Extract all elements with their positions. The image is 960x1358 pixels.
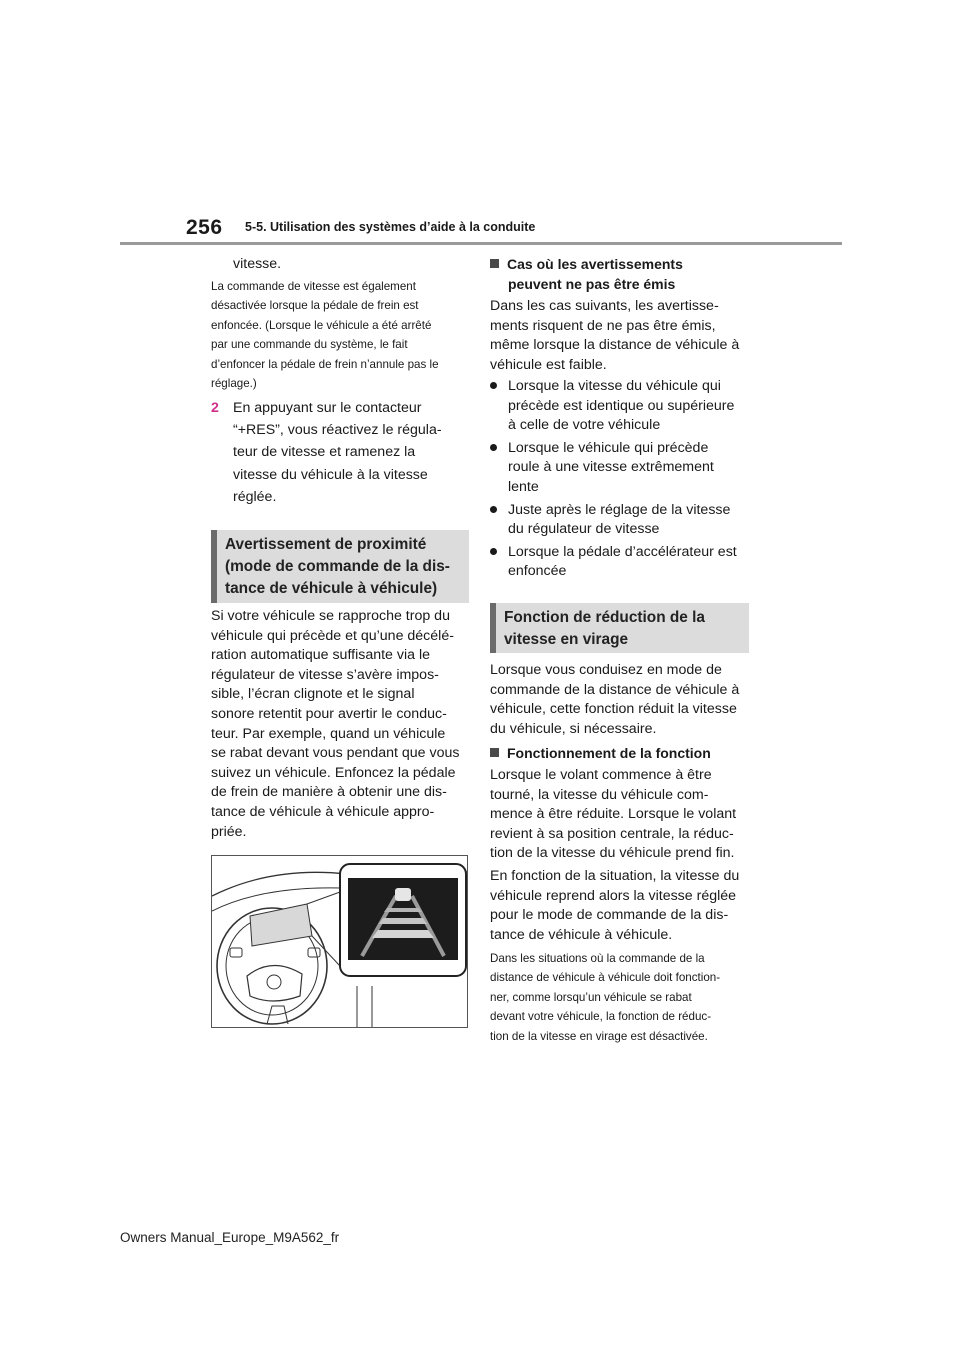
bullet-icon	[490, 439, 508, 498]
section-title: 5-5. Utilisation des systèmes d’aide à la conduite	[245, 220, 536, 234]
dashboard-illustration	[211, 855, 468, 1028]
heading-line: tance de véhicule à véhicule)	[225, 580, 438, 597]
bullet-icon	[490, 543, 508, 582]
bullet-icon	[490, 501, 508, 540]
subhead-warnings-not-emitted	[490, 255, 752, 294]
para-line: véhicule reprend alors la vitesse réglée	[490, 887, 737, 904]
step-line: vitesse du véhicule à la vitesse	[233, 466, 428, 483]
subhead-line: Fonctionnement de la fonction	[507, 745, 711, 761]
subhead-line: Cas où les avertissements	[507, 256, 683, 272]
note-line: désactivée lorsque la pédale de frein est	[211, 299, 419, 313]
intro-paragraph	[490, 297, 752, 375]
para-line: Lorsque le volant commence à être	[490, 767, 712, 783]
bullet-list	[490, 377, 752, 582]
heading-line: vitesse en virage	[504, 631, 629, 648]
footer-doc-id: Owners Manual_Europe_M9A562_fr	[120, 1230, 340, 1245]
para-line: ments risquent de ne pas être émis,	[490, 317, 716, 334]
bullet-line: Lorsque la vitesse du véhicule qui	[508, 378, 721, 394]
para-line: tance de véhicule à véhicule appro-	[211, 803, 435, 820]
para-line: teur. Par exemple, quand un véhicule	[211, 725, 446, 742]
square-bullet-icon	[490, 259, 499, 268]
proximity-paragraph	[211, 607, 469, 842]
para-line: commande de la distance de véhicule à	[490, 681, 740, 698]
bullet-line: Juste après le réglage de la vitesse	[508, 501, 731, 518]
bullet-line: du régulateur de vitesse	[508, 521, 660, 538]
note-paragraph-2	[490, 949, 752, 1046]
heading-line: Fonction de réduction de la	[504, 609, 705, 626]
step-line: teur de vitesse et ramenez la	[233, 444, 416, 461]
para-line: véhicule, cette fonction réduit la vitesse	[490, 701, 737, 718]
note-line: tion de la vitesse en virage est désactivée.	[490, 1029, 708, 1043]
note-line: La commande de vitesse est également	[211, 280, 416, 293]
resume-paragraph	[490, 867, 752, 945]
note-line: devant votre véhicule, la fonction de réduc-	[490, 1010, 712, 1024]
steering-hub	[247, 965, 302, 1001]
para-line: pour le mode de commande de la dis-	[490, 907, 729, 924]
bullet-icon	[490, 377, 508, 436]
heading-proximity-warning	[211, 530, 469, 603]
bullet-line: Lorsque la pédale d’accélérateur est	[508, 543, 737, 560]
heading-line: (mode de commande de la dis-	[225, 558, 450, 575]
para-line: revient à sa position centrale, la réduc-	[490, 825, 734, 842]
para-line: Dans les cas suivants, les avertisse-	[490, 298, 719, 314]
para-line: tance de véhicule à véhicule.	[490, 926, 673, 943]
para-line: véhicule est faible.	[490, 356, 607, 373]
distance-bar-mid	[379, 918, 427, 924]
para-line: régulateur de vitesse s’avère impos-	[211, 666, 439, 683]
step-number: 2	[211, 400, 219, 416]
continuation-text: vitesse.	[233, 256, 282, 272]
horn-emblem	[267, 975, 281, 989]
note-line: distance de véhicule à véhicule doit fonction-	[490, 971, 721, 985]
bullet-item	[490, 377, 752, 436]
preceding-vehicle-icon	[395, 888, 411, 901]
right-spoke-button	[308, 948, 320, 957]
para-line: même lorsque la distance de véhicule à	[490, 337, 740, 354]
bullet-item	[490, 543, 752, 582]
step-line: “+RES”, vous réactivez le régula-	[233, 422, 442, 439]
meter-display-highlight	[250, 904, 312, 946]
bullet-line: roule à une vitesse extrêmement	[508, 459, 714, 476]
note-line: Dans les situations où la commande de la	[490, 952, 705, 965]
bullet-line: lente	[508, 478, 539, 495]
note-line: d’enfoncer la pédale de frein n’annule pas le	[211, 357, 439, 371]
subhead-function-operation	[490, 744, 752, 764]
para-line: Si votre véhicule se rapproche trop du	[211, 608, 450, 624]
note-line: par une commande du système, le fait	[211, 338, 408, 352]
page-number: 256	[186, 216, 223, 239]
dashboard-drawing	[212, 856, 468, 1028]
para-line: du véhicule, si nécessaire.	[490, 720, 657, 737]
para-line: mence à être réduite. Lorsque le volant	[490, 806, 737, 823]
subhead-line: peuvent ne pas être émis	[508, 275, 676, 292]
para-line: se rabat devant vous pendant que vous	[211, 745, 460, 762]
para-line: tourné, la vitesse du véhicule com-	[490, 786, 709, 803]
para-line: En fonction de la situation, la vitesse du	[490, 868, 740, 884]
bullet-line: Lorsque le véhicule qui précède	[508, 439, 709, 456]
para-line: ration automatique suffisante via le	[211, 647, 430, 664]
curve-intro-paragraph	[490, 661, 752, 739]
para-line: sible, l’écran clignote et le signal	[211, 686, 415, 703]
square-bullet-icon	[490, 748, 499, 757]
para-line: tion de la vitesse du véhicule prend fin.	[490, 845, 735, 862]
step-line: En appuyant sur le contacteur	[233, 400, 422, 416]
dashboard-outline	[212, 872, 347, 896]
step-line: réglée.	[233, 488, 277, 505]
note-paragraph	[211, 277, 469, 393]
heading-line: Avertissement de proximité	[225, 536, 427, 553]
para-line: suivez un véhicule. Enfoncez la pédale	[211, 764, 456, 781]
operation-paragraph	[490, 766, 752, 864]
para-line: de frein de manière à obtenir une dis-	[211, 784, 447, 801]
bullet-item	[490, 439, 752, 498]
para-line: Lorsque vous conduisez en mode de	[490, 662, 722, 678]
distance-bar-near	[372, 930, 434, 938]
callout-line-top	[307, 892, 340, 904]
para-line: véhicule qui précède et qu’une décélé-	[211, 627, 454, 644]
note-line: ner, comme lorsqu’un véhicule se rabat	[490, 990, 692, 1004]
step-2	[211, 397, 469, 508]
distance-bar-far	[384, 908, 422, 912]
bullet-line: précède est identique ou supérieure	[508, 397, 735, 414]
note-line: réglage.)	[211, 377, 257, 391]
heading-curve-speed-reduction	[490, 603, 749, 653]
bullet-line: enfoncée	[508, 563, 567, 580]
bullet-line: à celle de votre véhicule	[508, 417, 661, 434]
para-line: sonore retentit pour avertir le conduc-	[211, 705, 447, 722]
note-line: enfoncée. (Lorsque le véhicule a été arrêté	[211, 318, 432, 332]
bullet-item	[490, 501, 752, 540]
left-spoke-button	[230, 948, 242, 957]
para-line: priée.	[211, 823, 247, 840]
header-rule	[120, 242, 842, 245]
